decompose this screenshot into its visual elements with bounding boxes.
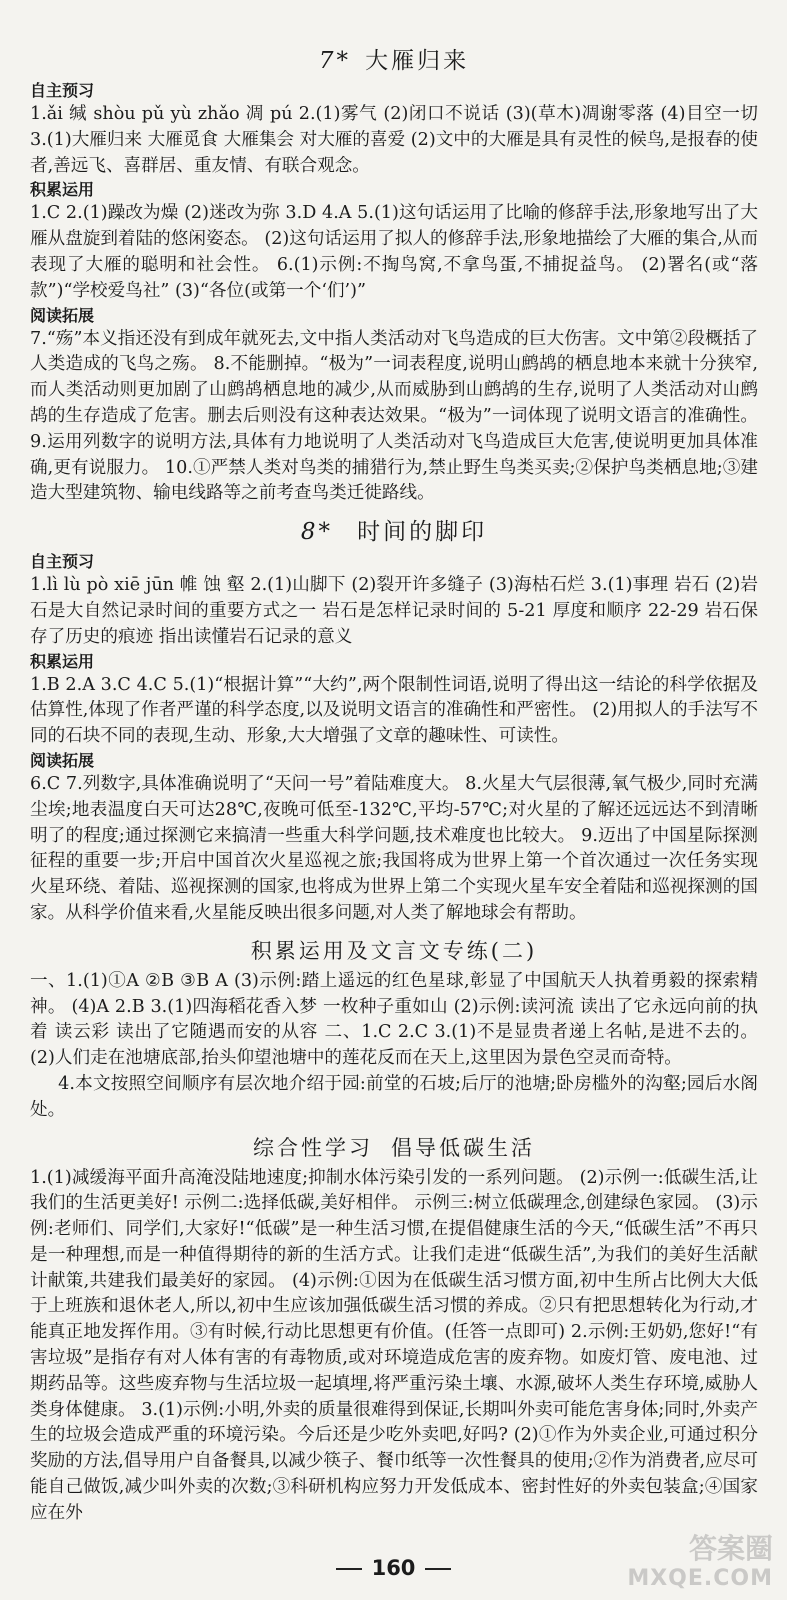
- lesson-7-preview-heading: 自主预习: [30, 81, 95, 100]
- practice-2-answers-q4: 4.本文按照空间顺序有层次地介绍于园:前堂的石坡;后厅的池塘;卧房槛外的沟壑;园后水阁处。: [30, 1073, 758, 1120]
- lesson-7-practice-answers: 1.C 2.(1)躁改为燥 (2)迷改为弥 3.D 4.A 5.(1)这句话运用了比喻的修辞手法,形象地写出了大雁从盘旋到着陆的悠闲姿态。 (2)这句话运用了拟人的修辞手法,形象地描绘了大雁的集合,从而表现了大雁的聪明和社会性。 6.(1)示例:不掏鸟窝,不拿鸟蛋,不捕捉益鸟。 (2)署名(或“落款”)“学校爱鸟社” (3)“各位(或第一个‘们’)”: [30, 203, 758, 301]
- lesson-8-number: 8*: [300, 519, 334, 546]
- lesson-8-preview-answers: 1.lì lù pò xiē jūn 帷 蚀 壑 2.(1)山脚下 (2)裂开许多缝子 (3)海枯石烂 3.(1)事理 岩石 (2)岩石是大自然记录时间的重要方式之一 岩石是怎样记录时间的 5-21 厚度和顺序 22-29 岩石保存了历史的痕迹 指出读懂岩石记录的意义: [30, 575, 758, 647]
- lesson-8-name: 时间的脚印: [357, 519, 488, 546]
- comprehensive-study-topic: 倡导低碳生活: [391, 1135, 535, 1160]
- lesson-7-preview-answers: 1.ǎi 缄 shòu pǔ yù zhǎo 凋 pú 2.(1)雾气 (2)闭口不说话 (3)(草木)凋谢零落 (4)目空一切 3.(1)大雁归来 大雁觅食 大雁集会 对大雁的喜爱 (2)文中的大雁是具有灵性的候鸟,是报春的使者,善远飞、喜群居、重友情、有联合观念。: [30, 104, 758, 176]
- lesson-7-number: 7*: [318, 48, 352, 74]
- comprehensive-study-answers: 1.(1)减缓海平面升高淹没陆地速度;抑制水体污染引发的一系列问题。 (2)示例一:低碳生活,让我们的生活更美好! 示例二:选择低碳,美好相伴。 示例三:树立低碳理念,创建绿色家园。 (3)示例:老师们、同学们,大家好!“低碳”是一种生活习惯,在提倡健康生活的今天,“低碳生活”不再只是一种理想,而是一种值得期待的新的生活方式。让我们走进“低碳生活”,为我们的美好生活献计献策,共建我们最美好的家园。 (4)示例:①因为在低碳生活习惯方面,初中生所占比例大大低于上班族和退休老人,所以,初中生应该加强低碳生活习惯的养成。②只有把思想转化为行动,才能真正地发挥作用。③有时候,行动比思想更有价值。(任答一点即可) 2.示例:王奶奶,您好!“有害垃圾”是指存有对人体有害的有毒物质,或对环境造成危害的废弃物。如废灯管、废电池、过期药品等。这些废弃物与生活垃圾一起填埋,将严重污染土壤、水源,破坏人类生存环境,威胁人类身体健康。 3.(1)示例:小明,外卖的质量很难得到保证,长期叫外卖可能危害身体;同时,外卖产生的垃圾会造成严重的环境污染。今后还是少吃外卖吧,好吗? (2)①作为外卖企业,可通过积分奖励的方法,倡导用户自备餐具,以减少筷子、餐巾纸等一次性餐具的使用;②作为消费者,应尽可能自己做饭,减少叫外卖的次数;③科研机构应努力开发低成本、密封性好的外卖包装盒;④国家应在外: [30, 1167, 758, 1523]
- watermark-logo: [627, 1534, 773, 1594]
- page-content: [30, 40, 758, 1527]
- practice-2-title: 积累运用及文言文专练(二): [250, 938, 538, 963]
- footer-dash-left: [336, 1568, 362, 1570]
- comprehensive-study-title: [30, 1134, 758, 1162]
- comprehensive-study-label: 综合性学习: [253, 1135, 373, 1160]
- lesson-7-name: 大雁归来: [365, 48, 470, 74]
- lesson-8-preview-heading: 自主预习: [30, 552, 95, 572]
- lesson-7-title: [30, 46, 758, 76]
- footer-dash-right: [425, 1568, 451, 1570]
- lesson-7-practice-heading: 积累运用: [30, 180, 95, 200]
- lesson-7-reading-answers: 7.“殇”本义指还没有到成年就死去,文中指人类活动对飞鸟造成的巨大伤害。文中第②段概括了人类造成的飞鸟之殇。 8.不能删掉。“极为”一词表程度,说明山鹧鸪的栖息地本来就十分狭窄,而人类活动则更加剧了山鹧鸪栖息地的减少,从而威胁到山鹧鸪的生存,说明了人类活动对山鹧鸪的生存造成了危害。删去后则没有这种表达效果。“极为”一词体现了说明文语言的准确性。 9.运用列数字的说明方法,具体有力地说明了人类活动对飞鸟造成巨大危害,使说明更加具体准确,更有说服力。 10.①严禁人类对鸟类的捕猎行为,禁止野生鸟类买卖;②保护鸟类栖息地;③建造大型建筑物、输电线路等之前考查鸟类迁徙路线。: [30, 328, 758, 504]
- lesson-8-reading-answers: 6.C 7.列数字,具体准确说明了“天问一号”着陆难度大。 8.火星大气层很薄,氧气极少,同时充满尘埃;地表温度白天可达28℃,夜晚可低至-132℃,平均-57℃;对火星的了解还远远达不到清晰明了的程度;通过探测它来搞清一些重大科学问题,技术难度也比较大。 9.迈出了中国星际探测征程的重要一步;开启中国首次火星巡视之旅;我国将成为世界上第一个首次通过一次任务实现火星环绕、着陆、巡视探测的国家,也将成为世界上第二个实现火星车安全着陆和巡视探测的国家。从科学价值来看,火星能反映出很多问题,对人类了解地球会有帮助。: [30, 773, 758, 923]
- watermark-line1: 答案圈: [688, 1532, 773, 1565]
- lesson-8-reading-heading: 阅读拓展: [30, 750, 95, 770]
- lesson-8-title: [30, 517, 758, 547]
- lesson-7-reading-heading: 阅读拓展: [30, 305, 95, 325]
- practice-2-answers: 一、1.(1)①A ②B ③B A (3)示例:踏上遥远的红色星球,彰显了中国航天人执着勇毅的探索精神。 (4)A 2.B 3.(1)四海稻花香入梦 一枚种子重如山 (2)示例:读河流 读出了它永远向前的执着 读云彩 读出了它随遇而安的从容 二、1.C 2.C 3.(1)不是显贵者递上名帖,是进不去的。 (2)人们走在池塘底部,抬头仰望池塘中的莲花反而在天上,这里因为景色空灵而奇特。: [30, 970, 758, 1069]
- lesson-8-practice-answers: 1.B 2.A 3.C 4.C 5.(1)“根据计算”“大约”,两个限制性词语,说明了得出这一结论的科学依据及估算性,体现了作者严谨的科学态度,以及说明文语言的准确性和严密性。 (2)用拟人的手法写不同的石块不同的表现,生动、形象,大大增强了文章的趣味性、可读性。: [30, 674, 758, 747]
- watermark-line2: MXQE.COM: [627, 1566, 773, 1591]
- page-number: 160: [371, 1556, 416, 1580]
- lesson-8-practice-heading: 积累运用: [30, 651, 95, 671]
